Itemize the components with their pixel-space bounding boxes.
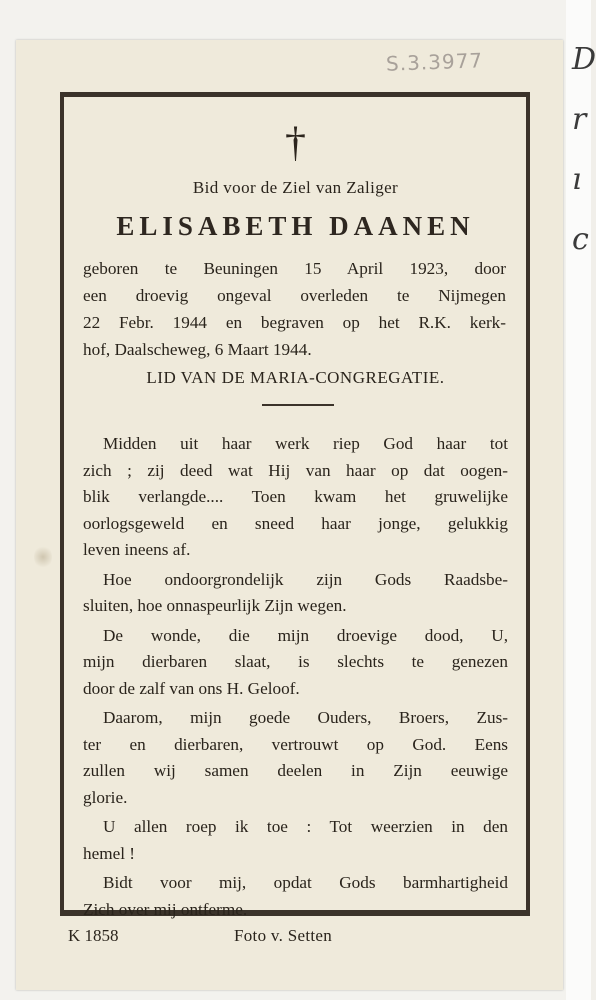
intro-line: geboren te Beuningen 15 April 1923, door xyxy=(83,259,506,278)
paragraph xyxy=(83,431,508,564)
photo-credit: Foto v. Setten xyxy=(234,926,333,945)
intro-line: een droevig ongeval overleden te Nijmegen xyxy=(83,286,506,305)
intro-line: hof, Daalscheweg, 6 Maart 1944. xyxy=(83,340,312,359)
divider-rule xyxy=(262,404,334,406)
text-line: zich ; zij deed wat Hij van haar op dat oogen- xyxy=(83,460,508,480)
handwritten-marks: D r ı c xyxy=(572,42,596,257)
paragraph xyxy=(83,623,508,703)
paragraph xyxy=(83,870,508,923)
print-code: K 1858 xyxy=(68,926,119,945)
text-line: ter en dierbaren, vertrouwt op God. Eens xyxy=(83,734,508,754)
paper-stain xyxy=(34,545,52,569)
cross-icon: † xyxy=(285,120,306,166)
paragraph xyxy=(83,814,508,867)
text-line: sluiten, hoe onnaspeurlijk Zijn wegen. xyxy=(83,596,347,615)
biographical-text xyxy=(83,255,506,363)
membership-line: LID VAN DE MARIA-CONGREGATIE. xyxy=(146,368,445,387)
text-line: Hoe ondoorgrondelijk zijn Gods Raadsbe- xyxy=(103,569,508,589)
text-line: leven ineens af. xyxy=(83,540,191,559)
text-line: U allen roep ik toe : Tot weerzien in den xyxy=(103,817,508,836)
paragraph xyxy=(83,705,508,811)
archive-number: S.3.3977 xyxy=(385,48,484,76)
paragraph xyxy=(83,567,508,620)
text-line: zullen wij samen deelen in Zijn eeuwige xyxy=(83,761,508,780)
text-line: Midden uit haar werk riep God haar tot xyxy=(103,434,508,453)
text-line: Daarom, mijn goede Ouders, Broers, Zus- xyxy=(103,708,508,727)
text-line: oorlogsgeweld en sneed haar jonge, gelukkig xyxy=(83,513,508,533)
memorial-text xyxy=(83,431,508,926)
text-line: Zich over mij ontferme. xyxy=(83,899,248,919)
text-line: hemel ! xyxy=(83,843,136,863)
text-line: glorie. xyxy=(83,787,128,807)
prayer-line: Bid voor de Ziel van Zaliger xyxy=(192,178,399,197)
deceased-name: ELISABETH DAANEN xyxy=(116,211,475,241)
text-line: Bidt voor mij, opdat Gods barmhartigheid xyxy=(103,873,508,892)
intro-line: 22 Febr. 1944 en begraven op het R.K. kerk- xyxy=(83,313,506,332)
text-line: blik verlangde.... Toen kwam het gruwelijke xyxy=(83,487,508,506)
text-line: mijn dierbaren slaat, is slechts te genezen xyxy=(83,652,508,671)
text-line: door de zalf van ons H. Geloof. xyxy=(83,678,300,698)
text-line: De wonde, die mijn droevige dood, U, xyxy=(103,625,508,645)
